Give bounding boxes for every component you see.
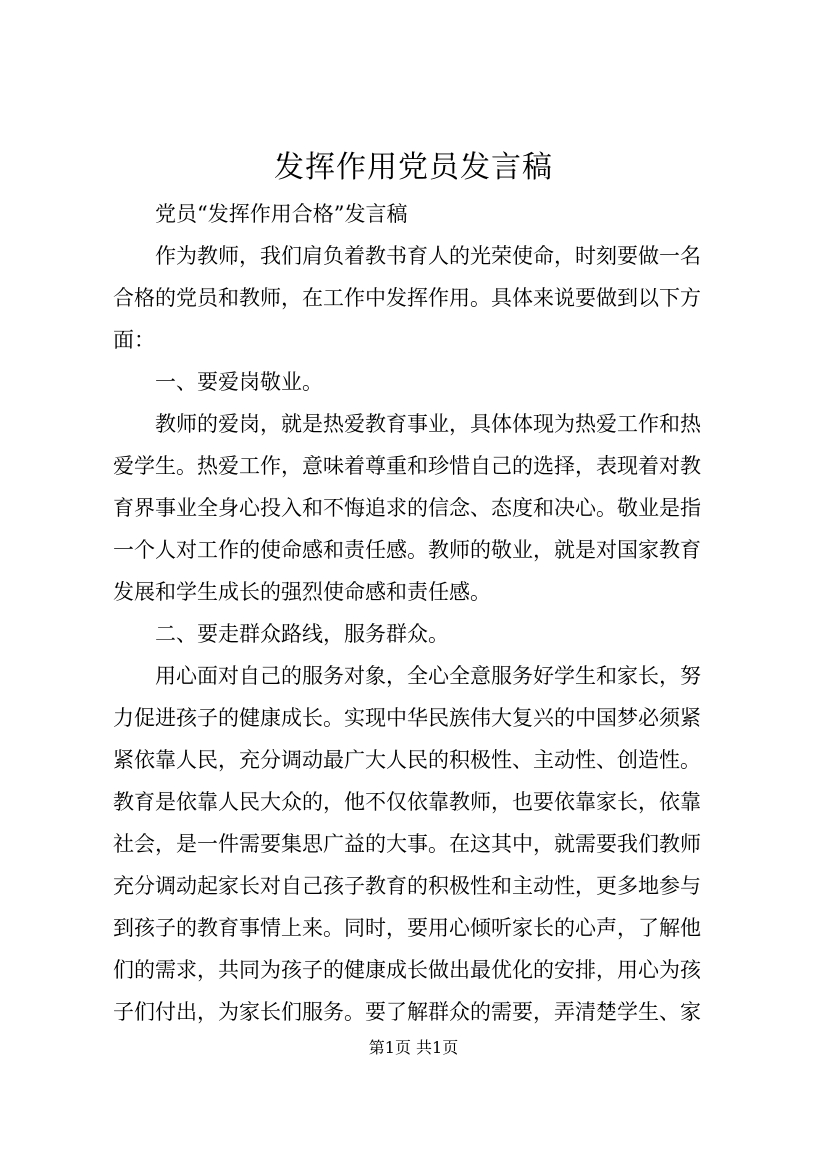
text-line: 爱学生。热爱工作，意味着尊重和珍惜自己的选择，表现着对教 (113, 454, 701, 478)
document-title: 发挥作用党员发言稿 (274, 150, 553, 185)
text-line: 党员“发挥作用合格”发言稿 (113, 202, 408, 226)
text-line: 社会，是一件需要集思广益的大事。在这其中，就需要我们教师 (113, 832, 701, 856)
text-line: 子们付出，为家长们服务。要了解群众的需要，弄清楚学生、家 (113, 1000, 701, 1024)
text-line: 一、要爱岗敬业。 (113, 370, 323, 394)
text-line: 教育是依靠人民大众的，他不仅依靠教师，也要依靠家长，依靠 (113, 790, 701, 814)
text-line: 到孩子的教育事情上来。同时，要用心倾听家长的心声，了解他 (113, 916, 701, 940)
text-line: 面： (113, 328, 155, 352)
text-line: 发展和学生成长的强烈使命感和责任感。 (113, 580, 491, 604)
text-line: 用心面对自己的服务对象，全心全意服务好学生和家长，努 (113, 664, 701, 688)
text-line: 一个人对工作的使命感和责任感。教师的敬业，就是对国家教育 (113, 538, 701, 562)
text-line: 充分调动起家长对自己孩子教育的积极性和主动性，更多地参与 (113, 874, 701, 898)
text-line: 二、要走群众路线，服务群众。 (113, 622, 449, 646)
text-line: 教师的爱岗，就是热爱教育事业，具体体现为热爱工作和热 (113, 412, 701, 436)
text-line: 紧依靠人民，充分调动最广大人民的积极性、主动性、创造性。 (113, 748, 701, 772)
text-line: 育界事业全身心投入和不悔追求的信念、态度和决心。敬业是指 (113, 496, 701, 520)
text-line: 们的需求，共同为孩子的健康成长做出最优化的安排，用心为孩 (113, 958, 701, 982)
page-footer: 第1页 共1页 (368, 1038, 459, 1057)
text-line: 力促进孩子的健康成长。实现中华民族伟大复兴的中国梦必须紧 (113, 706, 701, 730)
text-line: 合格的党员和教师，在工作中发挥作用。具体来说要做到以下方 (113, 286, 701, 310)
text-line: 作为教师，我们肩负着教书育人的光荣使命，时刻要做一名 (113, 244, 701, 268)
